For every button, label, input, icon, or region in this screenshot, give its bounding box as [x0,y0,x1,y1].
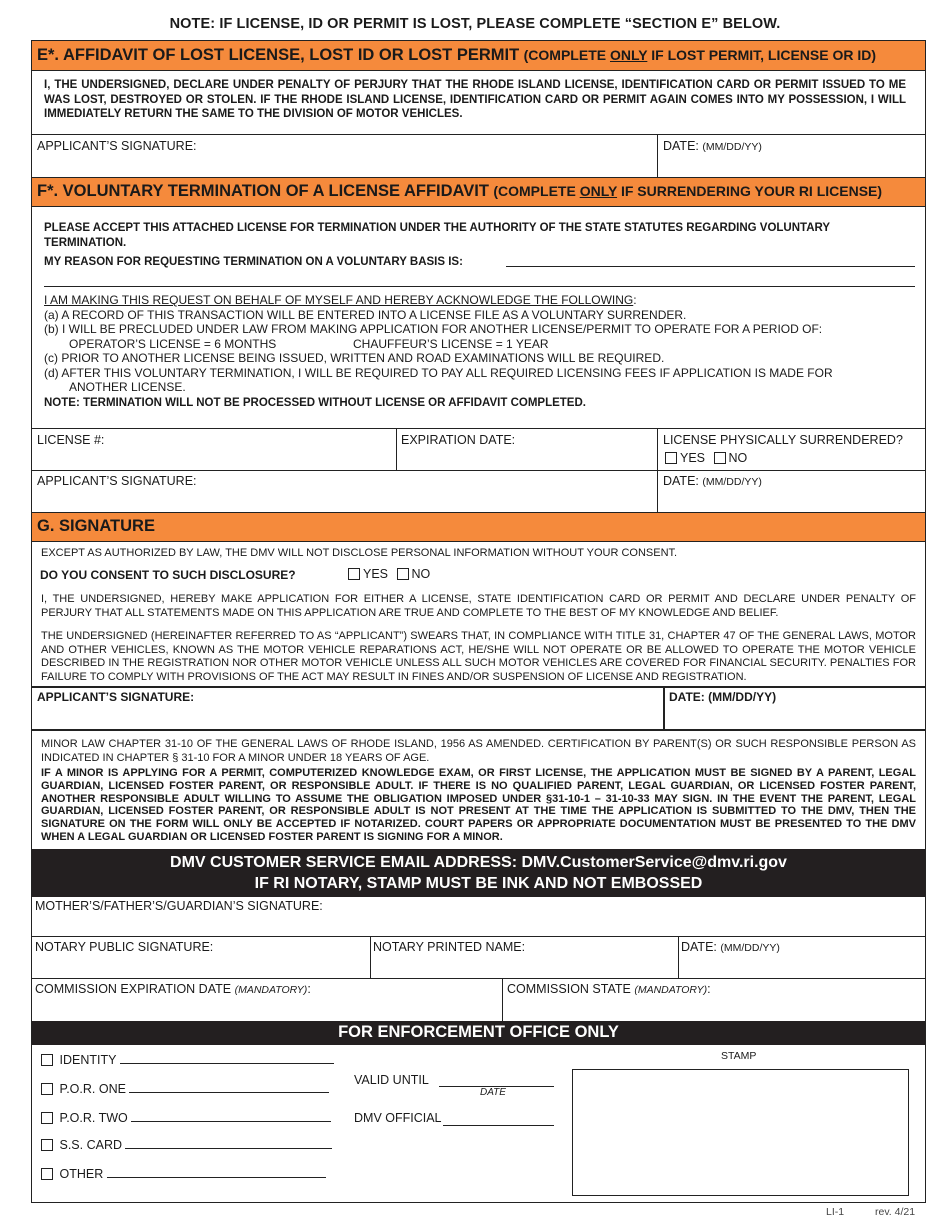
form-revision: rev. 4/21 [875,1206,916,1218]
ack-item-d-cont: ANOTHER LICENSE. [69,380,186,394]
section-g-signature-label: APPLICANT’S SIGNATURE: [37,690,195,704]
notary-date-label: DATE: (MM/DD/YY) [681,940,780,954]
enforcement-header [32,1021,925,1045]
operator-period: OPERATOR’S LICENSE = 6 MONTHS [69,336,277,351]
acknowledgement-list [44,293,916,410]
ss-card-label: S.S. CARD [59,1138,122,1152]
ack-item-b: (b) I WILL BE PRECLUDED UNDER LAW FROM MAKING APPLICATION FOR ANOTHER LICENSE/PERMIT TO OPERATE FOR A PERIOD OF: [44,322,823,336]
surrendered-yes-checkbox[interactable] [665,452,677,464]
enforcement-title: FOR ENFORCEMENT OFFICE ONLY [338,1023,619,1041]
notary-name-field[interactable] [372,938,676,978]
por-one-line[interactable] [129,1083,329,1093]
section-f-date-label: DATE: (MM/DD/YY) [663,474,762,488]
consent-options [348,567,430,581]
section-f-accept-text: PLEASE ACCEPT THIS ATTACHED LICENSE FOR TERMINATION UNDER THE AUTHORITY OF THE STATE STATUTES REGARDING VOLUNTARY TERMINATION. [44,222,830,249]
surrendered-label: LICENSE PHYSICALLY SURRENDERED? [663,433,903,447]
consent-yes-checkbox[interactable] [348,568,360,580]
surrendered-options [665,451,747,465]
section-g-header [32,512,925,542]
valid-until-date-caption: DATE [480,1087,506,1098]
minor-law-text: MINOR LAW CHAPTER 31-10 OF THE GENERAL LAWS OF RHODE ISLAND, 1956 AS AMENDED. CERTIFICATION BY PARENT(S) OR SUCH RESPONSIBLE PERSON AS INDICATED IN CHAPTER § 31-10 FOR A MINOR UNDER 18 YEARS OF AGE. [41,738,916,764]
section-e-declaration: I, THE UNDERSIGNED, DECLARE UNDER PENALTY OF PERJURY THAT THE RHODE ISLAND LICENSE, IDENTIFICATION CARD OR PERMIT ISSUED TO ME WAS LOST, DESTROYED OR STOLEN. IF THE RHODE ISLAND LICENSE, IDENTIFICATION CARD OR PERMIT AGAIN COMES INTO MY POSSESSION, I WILL IMMEDIATELY RETURN THE SAME TO THE DIVISION OF MOTOR VEHICLES. [44,79,906,120]
other-label: OTHER [59,1167,104,1181]
divider [32,470,396,471]
divider [396,428,397,471]
section-e-date-label: DATE: (MM/DD/YY) [663,139,762,153]
identity-line[interactable] [120,1054,334,1064]
section-f-date-field[interactable] [659,472,925,512]
section-e-signature-field[interactable] [32,135,655,177]
customer-service-email: DMV CUSTOMER SERVICE EMAIL ADDRESS: DMV.CustomerService@dmv.ri.gov [170,854,787,871]
commission-state-label: COMMISSION STATE (MANDATORY): [507,982,711,996]
section-e-title: E*. AFFIDAVIT OF LOST LICENSE, LOST ID OR LOST PERMIT [37,46,520,64]
consent-no-checkbox[interactable] [397,568,409,580]
ss-card-line[interactable] [125,1139,332,1149]
section-g-date-label: DATE: (MM/DD/YY) [669,690,777,704]
customer-service-banner [32,849,925,897]
section-g-signature-field[interactable] [32,688,661,729]
consent-yes-label: YES [363,567,389,581]
divider [32,729,925,731]
divider [32,936,925,937]
form-id: LI-1 [826,1206,845,1218]
expiration-date-label: EXPIRATION DATE: [401,433,516,447]
ack-item-d: (d) AFTER THIS VOLUNTARY TERMINATION, I WILL BE REQUIRED TO PAY ALL REQUIRED LICENSING FEES IF APPLICATION IS MADE FOR [44,365,833,380]
ack-item-a: (a) A RECORD OF THIS TRANSACTION WILL BE ENTERED INTO A LICENSE FILE AS A VOLUNTARY SURRENDER. [44,307,687,322]
other-line[interactable] [107,1168,326,1178]
section-e-date-field[interactable] [659,135,925,177]
chauffeur-period: CHAUFFEUR’S LICENSE = 1 YEAR [353,336,549,351]
section-e-qualifier: (COMPLETE ONLY IF LOST PERMIT, LICENSE OR ID) [523,47,877,63]
commission-expiration-label: COMMISSION EXPIRATION DATE (MANDATORY): [35,982,311,996]
ss-card-checkbox[interactable] [41,1139,53,1151]
notary-stamp-notice: IF RI NOTARY, STAMP MUST BE INK AND NOT EMBOSSED [254,875,703,892]
other-checkbox[interactable] [41,1168,53,1180]
dmv-official-label: DMV OFFICIAL [354,1111,442,1125]
surrendered-yes-label: YES [680,451,706,465]
divider [657,134,658,178]
valid-until-label: VALID UNTIL [354,1073,429,1087]
expiration-date-field[interactable] [398,429,655,471]
identity-label: IDENTITY [59,1053,117,1067]
stamp-label: STAMP [721,1050,757,1062]
section-f-title: F*. VOLUNTARY TERMINATION OF A LICENSE AFFIDAVIT [37,182,489,200]
commission-state-field[interactable] [504,980,925,1021]
divider [678,936,679,979]
notary-name-label: NOTARY PRINTED NAME: [373,940,526,954]
section-e-signature-label: APPLICANT’S SIGNATURE: [37,139,197,153]
section-f-reason-label: MY REASON FOR REQUESTING TERMINATION ON A VOLUNTARY BASIS IS: [44,256,463,268]
identity-checkbox[interactable] [41,1054,53,1066]
divider [502,978,503,1022]
guardian-signature-label: MOTHER’S/FATHER’S/GUARDIAN’S SIGNATURE: [35,899,323,913]
application-declaration: I, THE UNDERSIGNED, HEREBY MAKE APPLICATION FOR EITHER A LICENSE, STATE IDENTIFICATION CARD OR PERMIT AND DECLARE UNDER PENALTY OF PERJURY THAT ALL STATEMENTS MADE ON THIS APPLICATION ARE TRUE AND COMPLETE TO THE BEST OF MY KNOWLEDGE AND BELIEF. [41,593,916,619]
divider [370,936,371,979]
reason-line-2[interactable] [44,286,915,287]
insurance-declaration: THE UNDERSIGNED (HEREINAFTER REFERRED TO AS “APPLICANT”) SWEARS THAT, IN COMPLIANCE WITH TITLE 31, CHAPTER 47 OF THE GENERAL LAWS, MOTOR AND OTHER VEHICLES, KNOWN AS THE MOTOR VEHICLE REPARATIONS ACT, HE/SHE WILL NOT OPERATE OR BE ALLOWED TO OPERATE THE MOTOR VEHICLE DESCRIBED IN THE REGISTRATION NOR OTHER MOTOR VEHICLE UNLESS ALL SUCH MOTOR VEHICLES ARE COVERED FOR FINANCIAL SECURITY. PENALTIES FOR FAILURE TO COMPLY WITH PROVISIONS OF THE ACT MAY RESULT IN FINES AND/OR SUSPENSION OF LICENSE AND REGISTRATION. [41,630,916,683]
section-f-signature-label: APPLICANT’S SIGNATURE: [37,474,197,488]
license-number-field[interactable] [32,429,394,471]
section-e-header [32,40,925,71]
por-one-checkbox[interactable] [41,1083,53,1095]
license-form [31,40,926,1203]
ack-heading: I AM MAKING THIS REQUEST ON BEHALF OF MYSELF AND HEREBY ACKNOWLEDGE THE FOLLOWING: [44,293,637,307]
divider [396,470,925,471]
section-f-qualifier: (COMPLETE ONLY IF SURRENDERING YOUR RI LICENSE) [493,183,883,199]
license-number-label: LICENSE #: [37,433,105,447]
termination-note: NOTE: TERMINATION WILL NOT BE PROCESSED WITHOUT LICENSE OR AFFIDAVIT COMPLETED. [44,396,586,409]
section-f-header [32,177,925,207]
minor-signature-requirements: IF A MINOR IS APPLYING FOR A PERMIT, COMPUTERIZED KNOWLEDGE EXAM, OR FIRST LICENSE, THE APPLICATION MUST BE SIGNED BY A PARENT, LEGAL GUARDIAN, LICENSED FOSTER PARENT, OR RESPONSIBLE ADULT. IF THERE IS NO QUALIFIED PARENT, LEGAL GUARDIAN, OR LICENSED FOSTER PARENT, ANOTHER RESPONSIBLE ADULT WILLING TO ASSUME THE OBLIGATION IMPOSED UNDER §31-10-1 – 31-10-33 MAY SIGN. IN THE EVENT THE PARENT, LEGAL GUARDIAN, LICENSED FOSTER PARENT, OR RESPONSIBLE ADULT IS NOT PRESENT AT THE TIME THE APPLICATION IS SUBMITTED TO THE DMV, THEN THE SIGNATURE ON THE FORM WILL ONLY BE ACCEPTED IF NOTARIZED. COURT PAPERS OR APPROPRIATE DOCUMENTATION MUST BE PRESENTED TO THE DMV WHEN A LEGAL GUARDIAN OR LICENSED FOSTER PARENT IS SIGNING FOR A MINOR. [41,767,916,843]
stamp-box[interactable] [572,1069,909,1196]
notary-signature-field[interactable] [32,938,368,978]
enforcement-item [41,1082,329,1096]
notary-signature-label: NOTARY PUBLIC SIGNATURE: [35,940,214,954]
consent-question: DO YOU CONSENT TO SUCH DISCLOSURE? [40,568,296,582]
divider [663,686,665,730]
enforcement-item [41,1053,334,1067]
consent-no-label: NO [411,567,431,581]
surrendered-no-checkbox[interactable] [714,452,726,464]
commission-expiration-field[interactable] [32,980,500,1021]
por-two-line[interactable] [131,1112,331,1122]
guardian-signature-field[interactable] [32,897,925,935]
por-two-label: P.O.R. TWO [59,1111,128,1125]
ack-periods [44,337,916,352]
lost-license-note: NOTE: IF LICENSE, ID OR PERMIT IS LOST, PLEASE COMPLETE “SECTION E” BELOW. [169,16,781,32]
notary-date-field[interactable] [680,938,925,978]
section-f-signature-field[interactable] [32,472,655,512]
enforcement-item [41,1111,331,1125]
dmv-official-line[interactable] [443,1125,554,1126]
section-g-title: G. SIGNATURE [37,517,155,535]
enforcement-item [41,1167,326,1181]
por-two-checkbox[interactable] [41,1112,53,1124]
divider [32,978,925,979]
ack-item-c: (c) PRIOR TO ANOTHER LICENSE BEING ISSUED, WRITTEN AND ROAD EXAMINATIONS WILL BE REQUIRED. [44,351,665,365]
enforcement-item [41,1138,332,1152]
privacy-statement: EXCEPT AS AUTHORIZED BY LAW, THE DMV WILL NOT DISCLOSE PERSONAL INFORMATION WITHOUT YOUR CONSENT. [41,547,678,559]
surrendered-no-label: NO [728,451,748,465]
por-one-label: P.O.R. ONE [59,1082,126,1096]
reason-line-1[interactable] [506,266,915,267]
section-g-date-field[interactable] [666,688,925,729]
